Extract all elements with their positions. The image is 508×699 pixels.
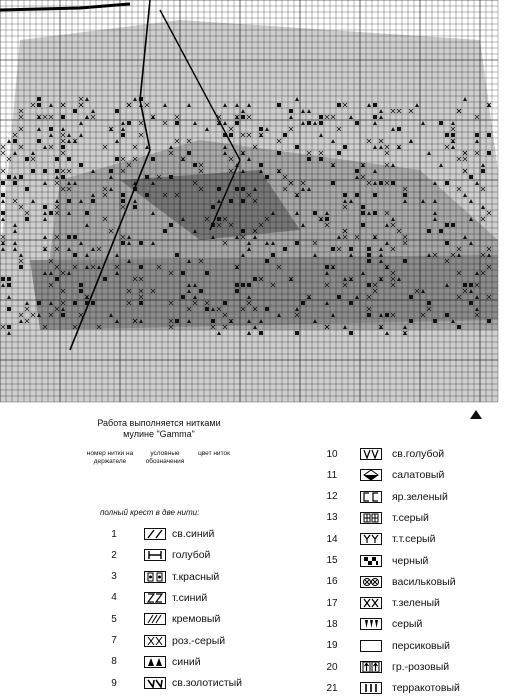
thread-color-name: кремовый — [172, 613, 221, 626]
thread-number: 5 — [111, 613, 117, 625]
header-number: номер нитки на держателе — [86, 450, 134, 465]
thread-number: 19 — [326, 640, 338, 652]
diamond-half-icon — [360, 469, 382, 481]
thread-color-name: терракотовый — [392, 682, 460, 695]
drops-icon — [360, 618, 382, 630]
thread-color-name: персиковый — [392, 639, 451, 652]
double-bracket-icon — [360, 491, 382, 503]
legend-row — [0, 466, 444, 484]
thread-number: 1 — [111, 528, 117, 540]
bars-icon — [360, 682, 382, 694]
thread-color-name: синий — [172, 655, 201, 668]
legend-row — [0, 509, 429, 527]
thread-number: 20 — [326, 661, 338, 673]
legend-intro: Работа выполняется нитками мулине "Gamma" — [97, 418, 221, 439]
thread-color-name: св.синий — [172, 528, 215, 540]
thread-color-name: т.синий — [172, 591, 208, 604]
legend-row — [0, 634, 451, 655]
up-arrows-icon — [360, 661, 382, 673]
thread-number: 18 — [326, 618, 338, 630]
header-symbol: условные обозначения — [145, 450, 185, 465]
thread-number: 17 — [326, 597, 338, 609]
thread-number: 3 — [111, 571, 117, 583]
legend — [0, 418, 508, 699]
thread-color-name: гр.-розовый — [392, 661, 450, 673]
thread-color-name: т.зеленый — [392, 597, 440, 610]
legend-row — [0, 445, 444, 463]
thread-color-name: т.серый — [392, 511, 429, 524]
thread-number: 7 — [111, 635, 117, 646]
legend-row — [0, 591, 440, 612]
thread-number: 11 — [326, 469, 338, 481]
thread-number: 14 — [326, 533, 338, 545]
thread-number: 10 — [326, 448, 338, 460]
thread-number: 2 — [111, 549, 117, 561]
legend-row — [0, 679, 460, 697]
thread-number: 9 — [111, 677, 117, 689]
thread-number: 13 — [326, 512, 338, 524]
thread-color-name: салатовый — [392, 469, 445, 482]
double-x-icon — [360, 597, 382, 609]
thread-color-name: серый — [392, 618, 423, 631]
thread-color-name: яр.зеленый — [392, 490, 448, 503]
legend-row — [0, 655, 450, 676]
double-y-icon — [360, 533, 382, 545]
legend-row — [0, 530, 435, 548]
legend-row — [0, 488, 448, 506]
legend-note: полный крест в две нити: — [100, 508, 200, 517]
thread-number: 21 — [326, 682, 338, 694]
thread-number: 8 — [111, 656, 117, 668]
x-circle-icon — [360, 576, 382, 588]
checker-icon — [360, 555, 382, 567]
thread-number: 4 — [111, 592, 117, 604]
empty-box-icon — [360, 640, 382, 652]
thread-color-name: черный — [392, 554, 429, 567]
thread-color-name: роз.-серый — [172, 634, 226, 647]
legend-row — [0, 615, 422, 633]
cross-box-icon — [360, 512, 382, 524]
thread-color-name: св.голубой — [392, 448, 445, 460]
header-color: цвет ниток — [198, 450, 230, 457]
legend-row — [0, 570, 456, 591]
thread-number: 16 — [326, 576, 338, 588]
thread-number: 12 — [326, 491, 338, 503]
thread-color-name: т.т.серый — [392, 533, 436, 546]
thread-color-name: голубой — [172, 549, 211, 562]
double-v-icon — [360, 448, 382, 460]
thread-number: 15 — [326, 555, 338, 566]
thread-color-name: св.золотистый — [172, 677, 243, 690]
thread-color-name: васильковый — [392, 575, 456, 588]
legend-row — [0, 549, 429, 570]
thread-color-name: т.красный — [172, 570, 220, 583]
